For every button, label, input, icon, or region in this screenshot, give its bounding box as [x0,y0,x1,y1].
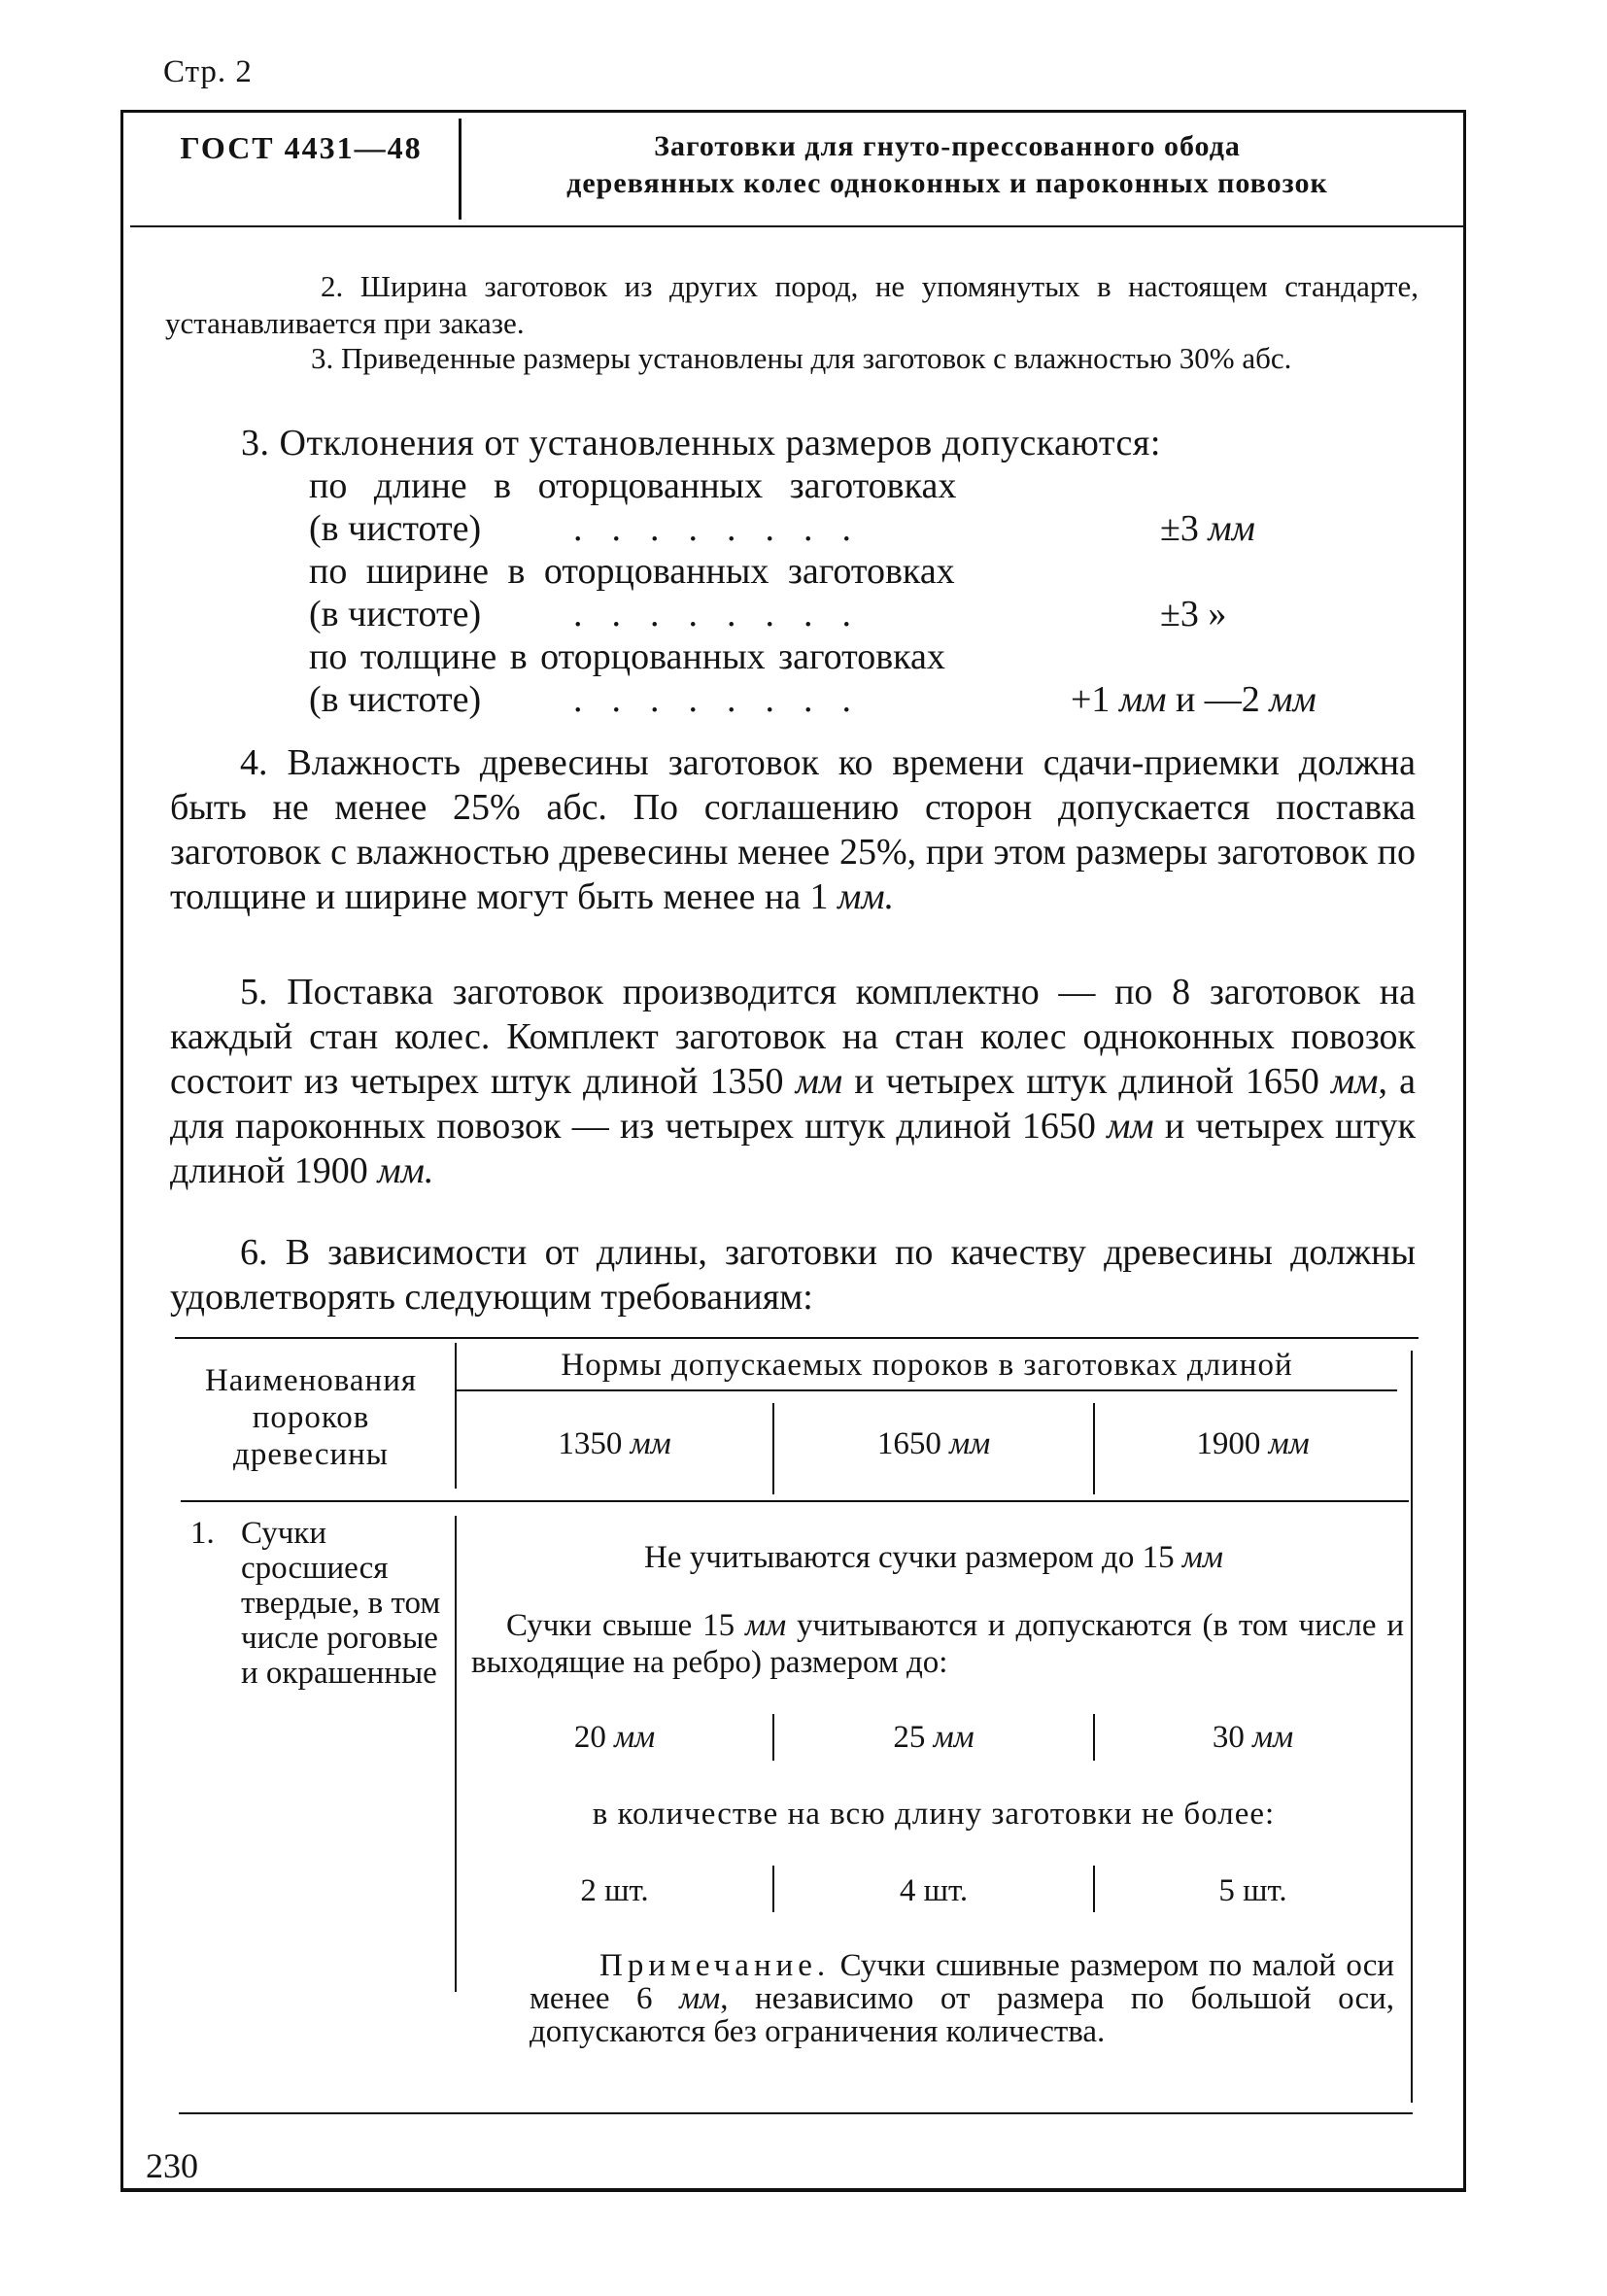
section5-unit-3: мм [1107,1106,1154,1147]
thickness-line1: по толщине в оторцованных заготовках [309,636,945,677]
table-top-rule [175,1337,1419,1339]
table-right-border [1411,1351,1413,2103]
standard-title [471,128,1423,202]
knots-above-limit-b: учитываются и допускаются (в том числе и выходящие на ребро) размером до: [471,1608,1405,1680]
knots-not-counted-text: Не учитываются сучки размером до 15 [644,1540,1175,1575]
defect-number: 1. [190,1516,215,1551]
length-tolerance-unit: мм [1208,508,1255,549]
knots-above-limit [471,1607,1404,1681]
thickness-plus: +1 [1071,679,1111,720]
standard-title-line1: Заготовки для гнуто-прессованного обода [654,130,1241,162]
length-tolerance-value: ±3 [1160,508,1199,549]
length-tolerance [1160,507,1255,550]
length-header-1900-unit: мм [1268,1426,1310,1461]
section5-unit-1: мм [795,1061,843,1102]
table-note-head: Примечание. [599,1948,831,1983]
knot-size-1900-unit: мм [1252,1720,1294,1755]
quantity-label: в количестве на всю длину заготовки не более: [592,1797,1276,1832]
width-leader: ........ [573,594,880,634]
length-line1: по длине в оторцованных заготовках [309,465,957,506]
page-label: Стр. 2 [163,54,253,89]
page-number: 230 [146,2146,198,2185]
standard-title-line2: деревянных колес одноконных и пароконных повозок [566,167,1328,199]
knots-not-counted [457,1539,1411,1576]
frame-left-border [120,112,123,2191]
table-header-rule [181,1500,1409,1502]
knot-size-1900 [1095,1720,1411,1756]
header-divider [459,119,462,220]
knots-above-limit-unit: мм [745,1608,787,1643]
thickness-tolerance [1071,678,1316,721]
defect-name-header: Наименования пороков древесины [204,1363,418,1472]
thickness-unit-2: мм [1269,679,1316,720]
section5-text-4: и четырех штук длиной 1900 [170,1106,1416,1191]
section4-text: 4. Влажность древесины заготовок ко времени сдачи-приемки должна быть не менее 25% абс. По соглашению сторон допускается поставка заготовок с влажностью древесины менее 25%, при этом размеры заготовок по толщине и ширине могут быть менее на 1 [170,742,1416,917]
thickness-line2: (в чистоте) [309,679,482,720]
standard-code: ГОСТ 4431—48 [180,130,423,165]
note-2: 2. Ширина заготовок из других пород, не упомянутых в настоящем стандарте, устанавливается при заказе. [165,269,1419,340]
length-header-1350 [457,1426,772,1462]
length-header-1350-value: 1350 [558,1426,623,1461]
table-note-text-a: Сучки сшивные размером по малой оси менее 6 [530,1948,1394,2016]
knot-size-1900-value: 30 [1212,1720,1245,1755]
knot-size-1350-value: 20 [573,1720,606,1755]
thickness-leader: ........ [573,679,880,720]
width-line1: по ширине в оторцованных заготовках [309,551,955,592]
section5-text-1: 5. Поставка заготовок производится комплектно — по 8 заготовок на каждый стан колес. Комплект заготовок на стан колес одноконных повозок состоит из четырех штук длиной 1350 [170,972,1416,1102]
frame-top-border [120,110,1466,113]
width-tolerance: ±3 » [1160,594,1227,634]
thickness-unit-1: мм [1118,679,1167,720]
table-note-unit: мм [679,1981,721,2016]
length-leader: ........ [573,508,880,549]
section5-paragraph [170,970,1416,1193]
knot-size-1650-value: 25 [893,1720,926,1755]
section5-unit-2: мм [1330,1061,1379,1102]
table-note-text-b: , независимо от размера по большой оси, допускаются без ограничения количества. [530,1981,1395,2049]
length-header-1650-unit: мм [949,1426,991,1461]
width-line2: (в чистоте) [309,594,482,634]
frame-right-border [1463,112,1466,2191]
header-bottom-rule [130,225,1463,227]
knot-count-1350: 2 шт. [580,1873,649,1908]
knot-size-1350-unit: мм [614,1720,656,1755]
table-bottom-rule [179,2112,1413,2114]
section6-paragraph: 6. В зависимости от длины, заготовки по качеству древесины должны удовлетворять следующим требованиям: [170,1232,1416,1318]
knot-count-1900: 5 шт. [1218,1873,1287,1908]
length-header-1900-value: 1900 [1196,1426,1261,1461]
knot-size-1650-unit: мм [933,1720,974,1755]
note-3: 3. Приведенные размеры установлены для заготовок с влажностью 30% абс. [311,341,1292,375]
length-header-1900 [1095,1426,1411,1462]
section3-intro: 3. Отклонения от установленных размеров допускаются: [241,423,1161,463]
length-header-1650 [774,1426,1093,1462]
knots-above-limit-a: Сучки свыше 15 [506,1608,735,1643]
section4-unit: мм. [838,876,895,917]
section5-unit-4: мм. [377,1150,434,1191]
norms-group-header: Нормы допускаемых пороков в заготовках длиной [561,1348,1293,1383]
knot-size-1350 [457,1720,772,1756]
knot-count-1650: 4 шт. [899,1873,969,1908]
length-header-1350-unit: мм [630,1426,671,1461]
length-line2: (в чистоте) [309,508,482,549]
section5-text-3: , а для пароконных повозок — из четырех штук длиной 1650 [170,1061,1417,1147]
knot-size-1650 [774,1720,1093,1756]
defect-name-text: Сучки сросшиеся твердые, в том числе роговые и окрашенные [241,1516,441,1691]
frame-bottom-border [120,2188,1466,2192]
knots-not-counted-unit: мм [1181,1540,1223,1575]
section4-paragraph [170,740,1416,919]
section5-text-2: и четырех штук длиной 1650 [842,1061,1319,1102]
table-group-rule [457,1389,1397,1391]
thickness-minus: и —2 [1175,679,1260,720]
length-header-1650-value: 1650 [876,1426,941,1461]
table-note [530,1949,1394,2048]
